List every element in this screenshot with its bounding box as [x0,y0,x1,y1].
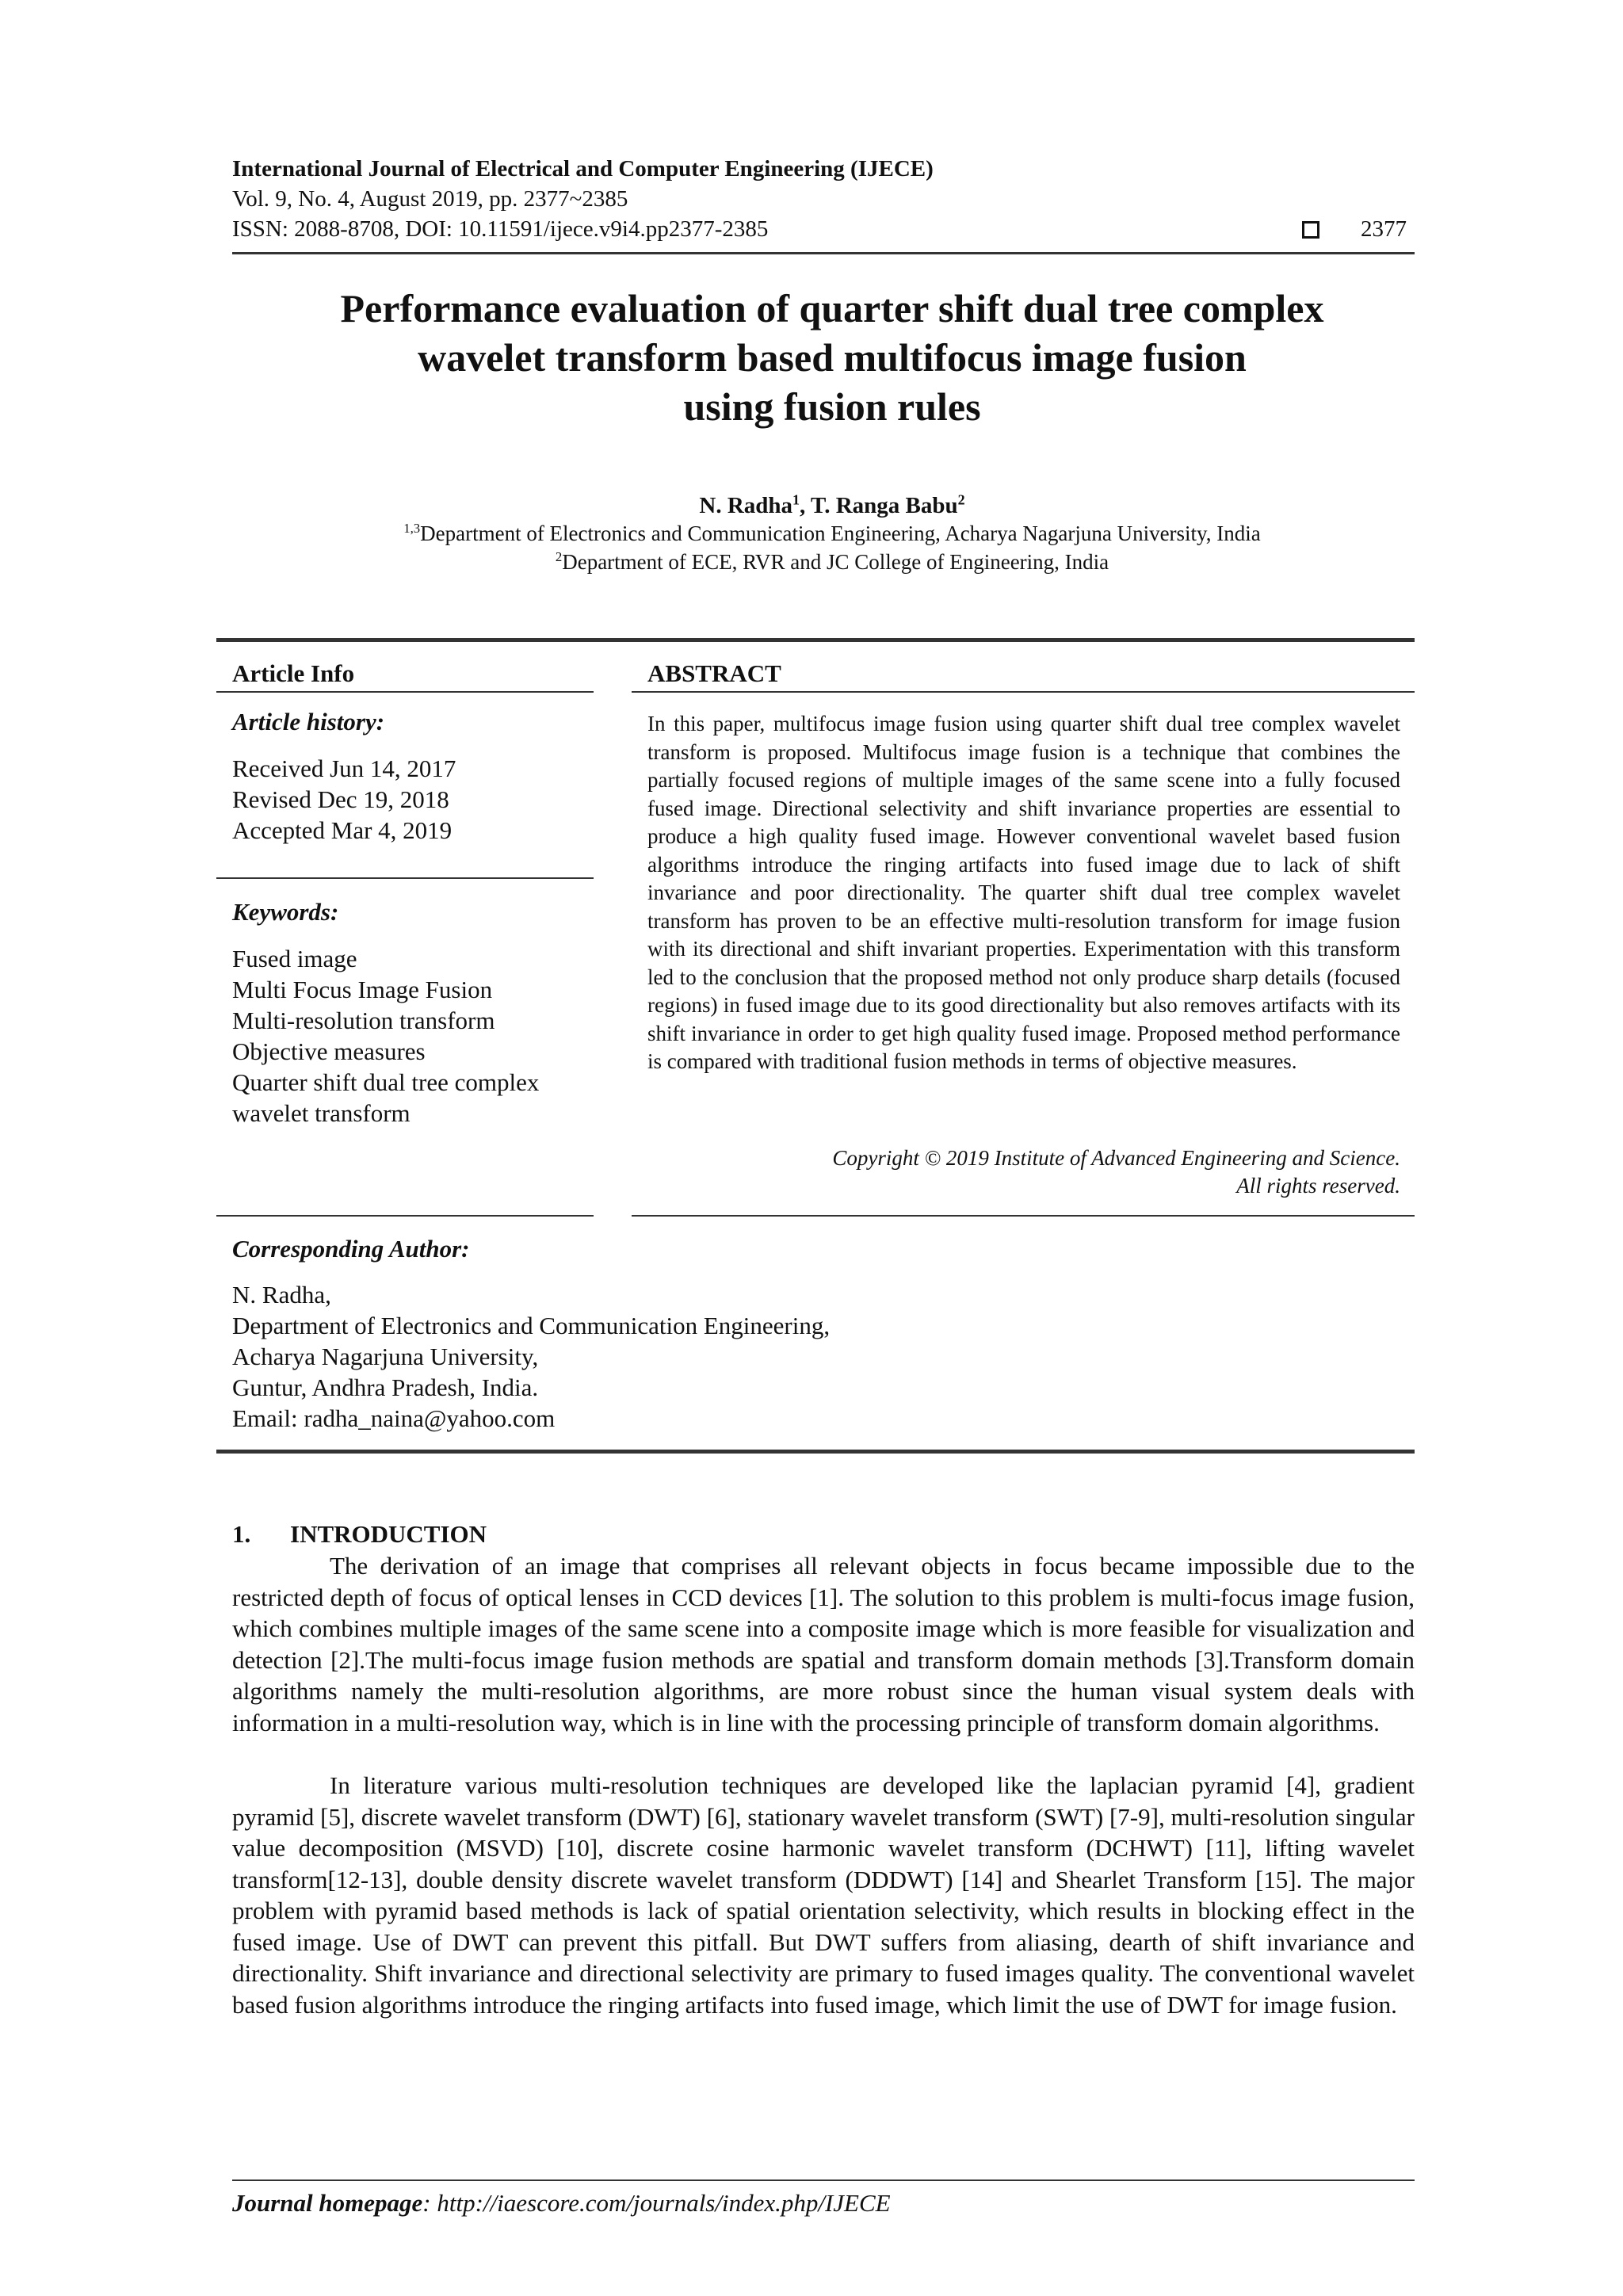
page-number: 2377 [1361,216,1407,242]
square-icon [1302,221,1319,239]
article-history-heading: Article history: [232,708,385,735]
keyword-item: wavelet transform [232,1099,411,1127]
keyword-item: Multi-resolution transform [232,1007,495,1034]
corresponding-line: N. Radha, [232,1281,331,1308]
intro-paragraph [232,1770,1415,2020]
paragraph-text: In literature various multi-resolution techniques are developed like the laplacian pyramid [4], gradient pyramid [5], discrete wavelet transform (DWT) [6], stationary wavelet transform (SWT) [7-9], multi-resolution singular value decomposition (MSVD) [10], discrete cosine harmonic wavelet transform (DCHWT) [11], lifting wavelet transform[12-13], double density discrete wavelet transform (DDDWT) [14] and Shearlet Transform [15]. The major problem with pyramid based methods is lack of spatial orientation selectivity, which results in blocking effect in the fused image. Use of DWT can prevent this pitfall. But DWT suffers from aliasing, dearth of shift invariance and directionality. Shift invariance and directional selectivity are primary to fused images quality. The conventional wavelet based fusion algorithms introduce the ringing artifacts into fused image, which limit the use of DWT for image fusion. [232,1771,1415,2019]
volume-info: Vol. 9, No. 4, August 2019, pp. 2377~2385 [232,186,628,212]
corresponding-line: Department of Electronics and Communication Engineering, [232,1312,831,1339]
affiliation-text: Department of ECE, RVR and JC College of Engineering, India [562,550,1109,574]
affiliation-sup: 1,3 [403,521,421,536]
keywords-heading: Keywords: [232,898,339,926]
article-info-heading: Article Info [232,659,355,687]
homepage-separator: : [422,2189,437,2217]
title-line-3: using fusion rules [683,384,981,429]
author-sup: 1 [792,491,800,508]
paper-title [198,284,1466,431]
section-rule [216,1450,1415,1454]
author-name: T. Ranga Babu [811,493,958,518]
homepage-label: Journal homepage [232,2189,423,2217]
abstract-bottom-rule [632,1215,1415,1217]
history-item: Received Jun 14, 2017 [232,755,456,782]
authors [198,493,1466,519]
author-sup: 2 [957,491,965,508]
keyword-item: Objective measures [232,1037,426,1065]
keywords-rule [216,877,594,879]
article-info-bottom-rule [216,1215,594,1217]
section-rule [216,638,1415,642]
copyright-line: All rights reserved. [1236,1174,1400,1198]
affiliation-text: Department of Electronics and Communication Engineering, Acharya Nagarjuna University, India [420,521,1261,545]
author-separator: , [800,493,811,518]
paragraph-text: The derivation of an image that comprises all relevant objects in focus became impossible due to the restricted depth of focus of optical lenses in CCD devices [1]. The solution to this problem is multi-focus image fusion, which combines multiple images of the same scene into a composite image which is more feasible for visualization and detection [2].The multi-focus image fusion methods are spatial and transform domain methods [3].Transform domain algorithms namely the multi-resolution algorithms, are more robust since the human visual system deals with information in a multi-resolution way, which is in line with the processing principle of transform domain algorithms. [232,1552,1415,1736]
journal-name: International Journal of Electrical and Computer Engineering (IJECE) [232,156,934,181]
keyword-item: Quarter shift dual tree complex [232,1068,540,1096]
homepage-link[interactable]: http://iaescore.com/journals/index.php/IJECE [437,2189,891,2217]
author-name: N. Radha [699,493,793,518]
journal-homepage [232,2189,891,2218]
header-rule [232,252,1415,254]
section-title: INTRODUCTION [290,1520,487,1548]
affiliation [198,520,1466,547]
abstract-text: In this paper, multifocus image fusion using quarter shift dual tree complex wavelet transform is proposed. Multifocus image fusion is a technique that combines the partially focused regions of multiple images of the same scene into a fully focused fused image. Directional selectivity and shift invariance properties are essential to produce a high quality fused image. However conventional wavelet based fusion algorithms introduce the ringing artifacts into fused image due to lack of shift invariance and poor directionality. The quarter shift dual tree complex wavelet transform has proven to be an effective multi-resolution transform for image fusion with its directional and shift invariant properties. Experimentation with this transform led to the conclusion that the proposed method not only produce sharp details (focused regions) in fused image due to its good directionality but also removes artifacts with its shift invariance in order to get high quality fused image. Proposed method performance is compared with traditional fusion methods in terms of objective measures. [647,712,1400,1073]
abstract-heading: ABSTRACT [647,659,781,687]
affiliation [198,548,1466,575]
keywords-list [232,943,539,1129]
abstract-rule [632,691,1415,693]
keyword-item: Fused image [232,945,357,972]
corresponding-author-details [232,1279,830,1434]
corresponding-line: Acharya Nagarjuna University, [232,1343,539,1370]
section-number: 1. [232,1520,251,1548]
history-item: Revised Dec 19, 2018 [232,785,449,813]
copyright-line: Copyright © 2019 Institute of Advanced Engineering and Science. [832,1146,1400,1170]
corresponding-line: Guntur, Andhra Pradesh, India. [232,1373,539,1401]
footer-rule [232,2179,1415,2181]
keyword-item: Multi Focus Image Fusion [232,976,493,1003]
article-history-list [232,753,456,846]
title-line-2: wavelet transform based multifocus image fusion [418,335,1247,380]
corresponding-line: Email: radha_naina@yahoo.com [232,1404,556,1432]
intro-paragraph [232,1550,1415,1738]
issn-doi: ISSN: 2088-8708, DOI: 10.11591/ijece.v9i4.pp2377-2385 [232,216,769,242]
affiliation-sup: 2 [555,549,563,564]
corresponding-author-heading: Corresponding Author: [232,1235,470,1263]
article-info-rule [216,691,594,693]
history-item: Accepted Mar 4, 2019 [232,816,453,844]
introduction-heading [232,1520,487,1549]
title-line-1: Performance evaluation of quarter shift dual tree complex [340,286,1324,330]
